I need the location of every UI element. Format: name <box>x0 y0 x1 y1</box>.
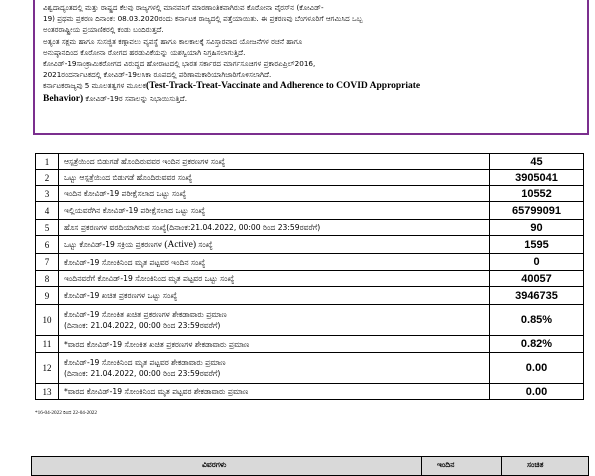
intro-line-9-suffix: ಕೋವಿಡ್-19ರ ಸವಾಲನ್ನು ನಿಭಾಯಿಸುತ್ತಿದೆ. <box>83 93 188 103</box>
row-label-tail: ಸಂಖ್ಯೆ <box>195 239 213 249</box>
row-label <box>59 236 490 254</box>
row-number: 5 <box>36 220 59 236</box>
table-row <box>36 254 584 271</box>
intro-line-9-english: Behavior) <box>43 93 84 104</box>
table-row <box>36 186 584 202</box>
row-value: 1595 <box>490 236 584 254</box>
row-number: 13 <box>36 384 59 400</box>
row-label: ಇಂದಿನ ಕೋವಿಡ್-19 ಪರೀಕ್ಷೆಸಲಾದ ಒಟ್ಟು ಸಂಖ್ಯೆ <box>59 186 490 202</box>
intro-line-1: ವಿಶ್ವದಾದ್ಯಂತದಲ್ಲಿ ಮತ್ತು ರಾಷ್ಟ್ರದ ಕೆಲವು ರಾಜ್ಯಗಳಲ್ಲಿ ಮಾನವನಿಗೆ ಮಾರಣಾಂತಿಕವಾಗಿರುವ ಕೊರೋನಾ ವೈರಸ್‌ನ (ಕೋವಿಡ್- <box>43 3 324 12</box>
intro-line-2: 19) ಪ್ರಥಮ ಪ್ರಕರಣ ದಿನಾಂಕ: 08.03.2020ರಂದು ಕರ್ನಾಟಕ ರಾಜ್ಯದಲ್ಲಿ ಪತ್ತೆಯಾಯಿತು. ಈ ಪ್ರಕರಣವು ಬೆಂಗಳೂರಿಗೆ ಆಗಮಿಸಿದ ಒಬ್ಬ <box>43 14 363 24</box>
row-label <box>59 353 490 384</box>
table-row <box>36 384 584 400</box>
intro-line-6: ಕೋವಿಡ್-19ಸಾಂಕ್ರಾಮಿಕರೋಗದ ವಿರುದ್ಧದ ಹೋರಾಟದಲ್ಲಿ ಭಾರತ ಸರ್ಕಾರದ ಮಾರ್ಗಸೂಚಿಗಳ ಪ್ರಕಾರಏಪ್ರಿಲ್2016, <box>43 59 316 69</box>
intro-line-7: 2021ರಂದರ್ನಾಟಕದಲ್ಲಿ ಕೋವಿಡ್-19ಲಸಿಕಾ ರೂಪದಲ್ಲಿ ಪರಿಣಾಮಕಾರಿಯಾಗಿಜಾರಿಗೊಳಿಸಲಾಗಿದೆ. <box>43 70 272 80</box>
table-row <box>36 236 584 254</box>
header-today: ಇಂದಿನ <box>437 460 455 469</box>
table-row <box>36 271 584 287</box>
table-row <box>36 220 584 236</box>
row-label: *ವಾರದ ಕೋವಿಡ್-19 ಸೋಂಕಿತ ಖಚಿತ ಪ್ರಕರಣಗಳ ಶೇಕಡಾವಾರು ಪ್ರಮಾಣ <box>59 336 490 353</box>
row-label: ಇಲ್ಲಿಯವರೆಗಿನ ಕೋವಿಡ್-19 ಪರೀಕ್ಷೆಸಲಾದ ಒಟ್ಟು ಸಂಖ್ಯೆ <box>59 202 490 220</box>
row-value: 40057 <box>490 271 584 287</box>
table-row <box>36 305 584 336</box>
row-value: 0.00 <box>490 353 584 384</box>
row-number: 10 <box>36 305 59 336</box>
table-row <box>36 353 584 384</box>
stats-table <box>35 153 584 400</box>
row-number: 9 <box>36 287 59 305</box>
row-number: 3 <box>36 186 59 202</box>
table-row <box>36 336 584 353</box>
row-value: 10552 <box>490 186 584 202</box>
table-row <box>36 170 584 186</box>
header-divider <box>501 457 502 475</box>
row-label: ಆಸ್ಪತ್ರೆಯಿಂದ ಬಿಡುಗಡೆ ಹೊಂದಿರುವವರ ಇಂದಿನ ಪ್ರಕರಣಗಳ ಸಂಖ್ಯೆ <box>59 154 490 170</box>
row-value: 90 <box>490 220 584 236</box>
bottom-table-header <box>31 456 589 476</box>
footnote: *16-04-2022 ರಿಂದ 22-04-2022 <box>35 410 97 416</box>
row-number: 1 <box>36 154 59 170</box>
row-value: 0.82% <box>490 336 584 353</box>
header-divider <box>421 457 422 475</box>
row-label: ಕೋವಿಡ್-19 ಖಚಿತ ಪ್ರಕರಣಗಳ ಒಟ್ಟು ಸಂಖ್ಯೆ <box>59 287 490 305</box>
table-row <box>36 287 584 305</box>
header-cumulative: ಸಂಚಿತ <box>527 460 544 469</box>
row-number: 2 <box>36 170 59 186</box>
intro-line-5: ಅನುಷ್ಠಾನದಿಂದ ಕೊರೋನಾ ರೋಗದ ಹರಡುವಿಕೆಯನ್ನು ಯಶಸ್ವಿಯಾಗಿ ನಿಗ್ರಹಿಸಲಾಗುತ್ತಿದೆ. <box>43 47 246 57</box>
row-value: 0 <box>490 254 584 271</box>
row-value: 65799091 <box>490 202 584 220</box>
row-label: ಒಟ್ಟು ಆಸ್ಪತ್ರೆಯಿಂದ ಬಿಡುಗಡೆ ಹೊಂದಿರುವವರ ಸಂಖ್ಯೆ <box>59 170 490 186</box>
row-label: ಕೋವಿಡ್-19 ಸೋಂಕಿನಿಂದ ಮೃತ ಪಟ್ಟವರ ಇಂದಿನ ಸಂಖ್ಯೆ <box>59 254 490 271</box>
row-number: 6 <box>36 236 59 254</box>
row-number: 12 <box>36 353 59 384</box>
row-value: 0.00 <box>490 384 584 400</box>
row-label-kn: ಒಟ್ಟು ಕೋವಿಡ್-19 ಸಕ್ರಿಯ ಪ್ರಕರಣಗಳ <box>64 239 165 249</box>
intro-line-8 <box>43 80 579 92</box>
row-label: *ವಾರದ ಕೋವಿಡ್-19 ಸೋಂಕಿನಿಂದ ಮೃತ ಪಟ್ಟವರ ಶೇಕಡಾವಾರು ಪ್ರಮಾಣ <box>59 384 490 400</box>
row-number: 4 <box>36 202 59 220</box>
row-label: ಹೊಸ ಪ್ರಕರಣಗಳ ವರದಿಯಾಗಿರುವ ಸಂಖ್ಯೆ(ದಿನಾಂಕ:21.04.2022, 00:00 ರಿಂದ 23:59ರವರೆಗೆ) <box>59 220 490 236</box>
row-number: 7 <box>36 254 59 271</box>
row-label: ಇಂದಿನವರೆಗೆ ಕೋವಿಡ್-19 ಸೋಂಕಿನಿಂದ ಮೃತ ಪಟ್ಟವರ ಒಟ್ಟು ಸಂಖ್ಯೆ <box>59 271 490 287</box>
row-number: 11 <box>36 336 59 353</box>
row-value: 3905041 <box>490 170 584 186</box>
row-label-line-1: ಕೋವಿಡ್-19 ಸೋಂಕಿತ ಖಚಿತ ಪ್ರಕರಣಗಳ ಶೇಕಡಾವಾರು ಪ್ರಮಾಣ <box>64 310 227 319</box>
row-label-line-2: (ದಿನಾಂಕ: 21.04.2022, 00:00 ರಿಂದ 23:59ರವರೆಗೆ) <box>64 369 221 378</box>
intro-line-8-prefix: ಕರ್ನಾಟಕರಾಜ್ಯವು 5 ಮೂಲತತ್ವಗಳ ಮೂಲಕ <box>43 81 146 91</box>
row-value: 0.85% <box>490 305 584 336</box>
row-label <box>59 305 490 336</box>
row-label-active: (Active) <box>164 239 196 250</box>
row-number: 8 <box>36 271 59 287</box>
row-label-line-2: (ದಿನಾಂಕ: 21.04.2022, 00:00 ರಿಂದ 23:59ರವರೆಗೆ) <box>64 321 221 330</box>
row-label-line-1: ಕೋವಿಡ್-19 ಸೋಂಕಿನಿಂದ ಮೃತ ಪಟ್ಟವರ ಶೇಕಡಾವಾರು ಪ್ರಮಾಣ <box>64 358 226 367</box>
intro-line-9 <box>43 93 579 105</box>
table-row <box>36 202 584 220</box>
intro-line-4: ಅತ್ಯಂತ ಸಕ್ಷಮ ಹಾಗೂ ಸುಸಜ್ಜಿತ ಕಣ್ಗಾವಲು ವ್ಯವಸ್ಥೆ ಹಾಗೂ ಕಾಲಕಾಲಕ್ಕೆ ಸವಿಸ್ತಾರವಾದ ಯೋಜನೆಗಳ ರಚನೆ ಹಾಗೂ <box>43 36 303 46</box>
table-row <box>36 154 584 170</box>
intro-line-3: ಅಂತರರಾಷ್ಟ್ರೀಯ ಪ್ರಯಾಣಿಕರಲ್ಲಿ ಕಂಡು ಬಂದಿರುತ್ತದೆ. <box>43 25 164 35</box>
header-details: ವಿವರಗಳು <box>202 460 227 469</box>
intro-box <box>33 0 589 135</box>
row-value: 3946735 <box>490 287 584 305</box>
row-value: 45 <box>490 154 584 170</box>
intro-line-8-english: (Test-Track-Treat-Vaccinate and Adherence to COVID Appropriate <box>145 81 421 92</box>
